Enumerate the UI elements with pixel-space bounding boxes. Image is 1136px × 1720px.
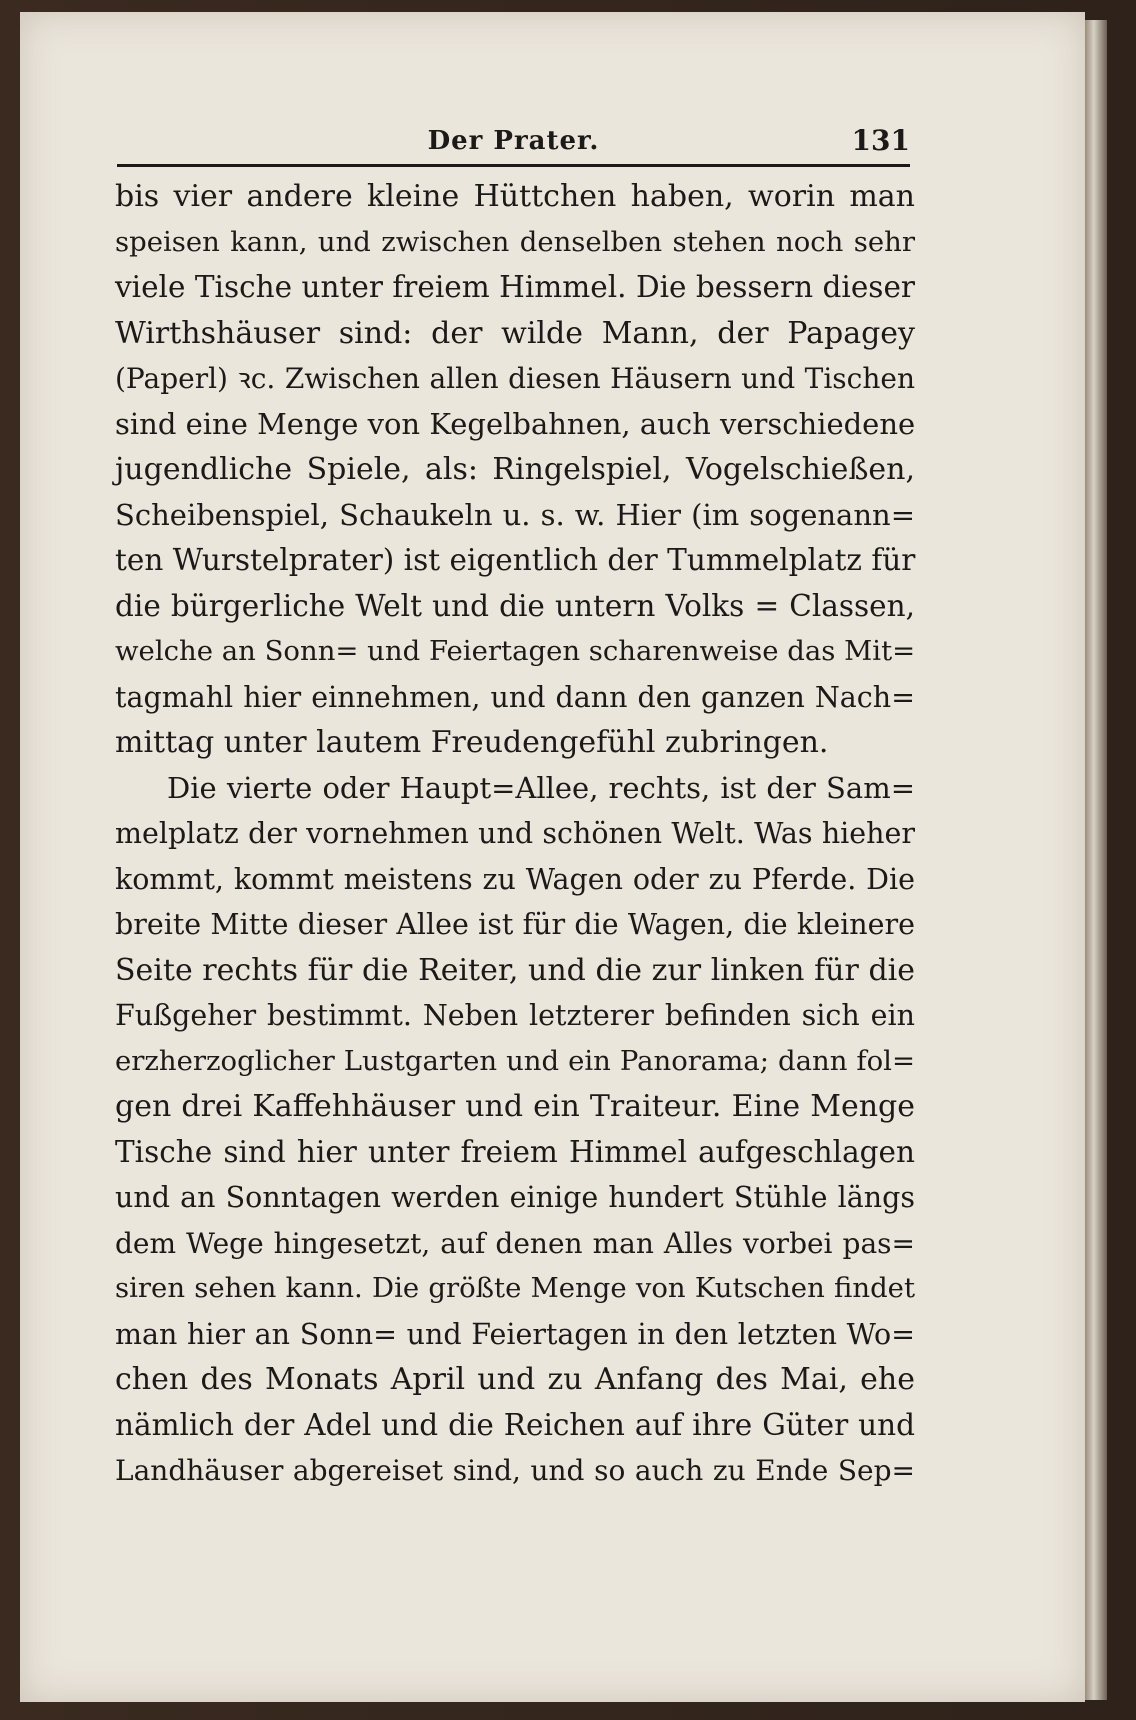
text-line: gen drei Kaffehhäuser und ein Traiteur. Eine Menge bbox=[115, 1089, 915, 1124]
text-line: tagmahl hier einnehmen, und dann den ganzen Nach= bbox=[115, 680, 915, 714]
text-line: nämlich der Adel und die Reichen auf ihre Güter und bbox=[115, 1407, 915, 1442]
text-line: die bürgerliche Welt und die untern Volks = Classen, bbox=[115, 588, 915, 623]
page-number: 131 bbox=[851, 124, 910, 157]
book-page-edge bbox=[1085, 20, 1107, 1700]
text-line: Wirthshäuser sind: der wilde Mann, der Papagey bbox=[115, 315, 915, 351]
text-line: speisen kann, und zwischen denselben stehen noch sehr bbox=[115, 225, 915, 258]
text-line: Seite rechts für die Reiter, und die zur linken für die bbox=[115, 952, 915, 988]
text-line: sind eine Menge von Kegelbahnen, auch verschiedene bbox=[115, 406, 916, 441]
text-line: man hier an Sonn= und Feiertagen in den letzten Wo= bbox=[115, 1317, 915, 1351]
text-line: ten Wurstelprater) ist eigentlich der Tummelplatz für bbox=[115, 543, 916, 577]
text-line: viele Tische unter freiem Himmel. Die bessern dieser bbox=[115, 270, 915, 304]
text-line: erzherzoglicher Lustgarten und ein Panorama; dann fol= bbox=[115, 1044, 915, 1077]
text-line: siren sehen kann. Die größte Menge von Kutschen findet bbox=[115, 1272, 915, 1304]
text-line: breite Mitte dieser Allee ist für die Wagen, die kleinere bbox=[115, 908, 915, 941]
text-line: Landhäuser abgereiset sind, und so auch zu Ende Sep= bbox=[115, 1454, 915, 1487]
text-line: chen des Monats April und zu Anfang des Mai, ehe bbox=[115, 1362, 915, 1397]
text-line: Fußgeher bestimmt. Neben letzterer befinden sich ein bbox=[115, 999, 915, 1032]
page-header bbox=[117, 118, 910, 167]
text-line: kommt, kommt meistens zu Wagen oder zu Pferde. Die bbox=[115, 862, 915, 896]
body-text bbox=[115, 174, 915, 1494]
text-line: bis vier andere kleine Hüttchen haben, worin man bbox=[115, 179, 915, 214]
paragraph-1 bbox=[115, 174, 915, 766]
text-line: jugendliche Spiele, als: Ringelspiel, Vogelschießen, bbox=[115, 452, 915, 487]
text-line: melplatz der vornehmen und schönen Welt. Was hieher bbox=[115, 817, 915, 850]
running-title: Der Prater. bbox=[427, 126, 600, 156]
text-line: und an Sonntagen werden einige hundert Stühle längs bbox=[115, 1181, 915, 1214]
text-line: welche an Sonn= und Feiertagen scharenweise das Mit= bbox=[115, 635, 916, 667]
text-line: dem Wege hingesetzt, auf denen man Alles vorbei pas= bbox=[115, 1226, 915, 1260]
text-line: Die vierte oder Haupt=Allee, rechts, ist der Sam= bbox=[167, 770, 915, 805]
text-line: mittag unter lautem Freudengefühl zubringen. bbox=[115, 725, 829, 760]
text-line: Scheibenspiel, Schaukeln u. s. w. Hier (im sogenann= bbox=[115, 497, 915, 532]
paragraph-2 bbox=[115, 766, 915, 1494]
text-line: (Paperl) ꝛc. Zwischen allen diesen Häusern und Tischen bbox=[115, 362, 915, 395]
text-line: Tische sind hier unter freiem Himmel aufgeschlagen bbox=[115, 1134, 915, 1169]
